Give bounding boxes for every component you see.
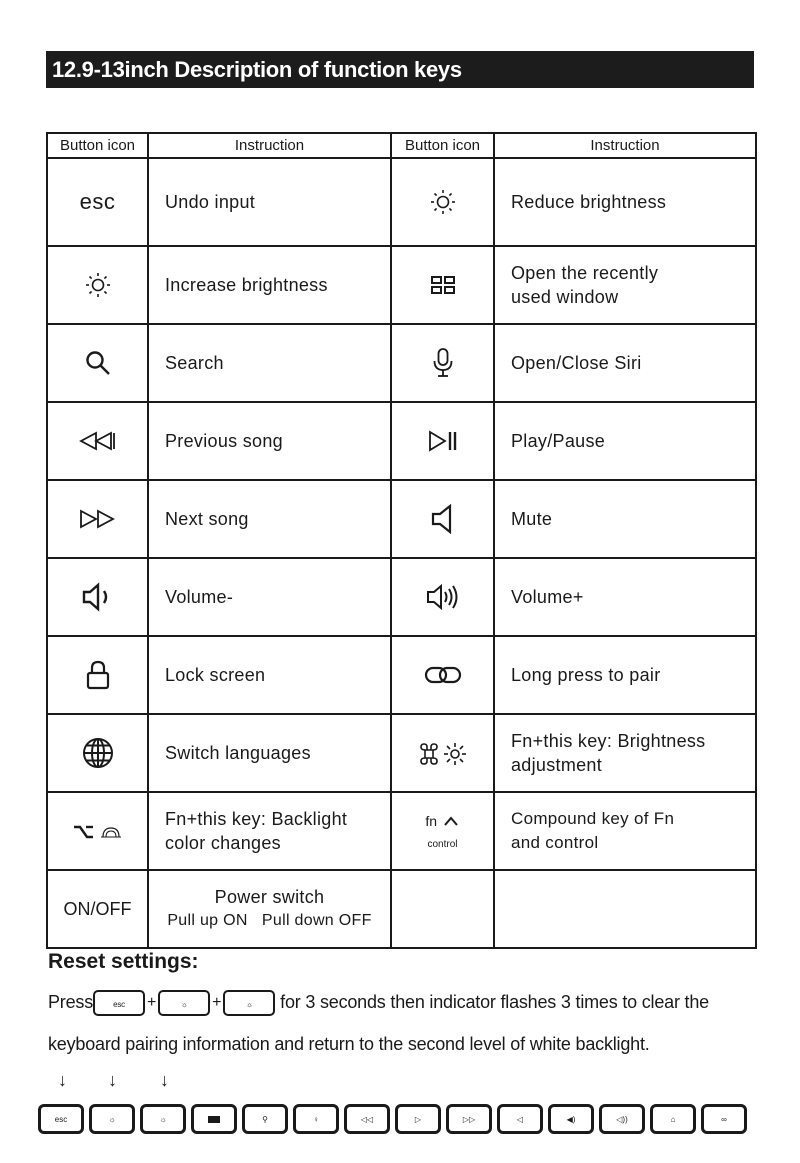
icon-cell (47, 324, 148, 402)
window-key (191, 1104, 237, 1134)
table-row (47, 636, 756, 714)
lock-key (650, 1104, 696, 1134)
next-key (446, 1104, 492, 1134)
window-grid-icon (430, 274, 456, 296)
icon-cell (391, 636, 494, 714)
esc-key-label: esc (79, 189, 116, 214)
control-key-label: control (427, 838, 458, 850)
instruction-cell: Previous song (148, 402, 391, 480)
icon-cell (391, 714, 494, 792)
icon-cell (391, 402, 494, 480)
down-arrow-icon: ↓ (58, 1070, 67, 1090)
option-backlight-icon (71, 820, 125, 842)
instruction-cell: Search (148, 324, 391, 402)
icon-cell (47, 158, 148, 246)
instruction-cell-empty (494, 870, 756, 948)
table-row (47, 402, 756, 480)
table-row (47, 792, 756, 870)
siri-key (293, 1104, 339, 1134)
instruction-cell (148, 870, 391, 948)
icon-cell (47, 246, 148, 324)
instruction-cell: Fn+this key: Backlight color changes (148, 792, 391, 870)
header-instruction: Instruction (494, 133, 756, 158)
volume-down-icon (81, 582, 115, 612)
play-pause-key (395, 1104, 441, 1134)
instruction-cell: Mute (494, 480, 756, 558)
plus-sign: + (212, 994, 222, 1011)
esc-key: esc (38, 1104, 84, 1134)
fast-forward-icon (78, 508, 118, 530)
caret-up-icon (442, 815, 460, 827)
play-pause-icon (427, 429, 459, 453)
brightness-down-key (89, 1104, 135, 1134)
brightness-keycap: ☼ (223, 990, 275, 1016)
icon-cell (391, 324, 494, 402)
table-row (47, 246, 756, 324)
brightness-keycap: ☼ (158, 990, 210, 1016)
volume-up-icon (425, 582, 461, 612)
instruction-cell: Next song (148, 480, 391, 558)
table-row (47, 558, 756, 636)
icon-cell (391, 480, 494, 558)
header-instruction: Instruction (148, 133, 391, 158)
icon-cell (47, 714, 148, 792)
table-row (47, 480, 756, 558)
play-pause-icon: ▷ (414, 1114, 422, 1124)
instruction-cell: Open the recently used window (494, 246, 756, 324)
table-header-row (47, 133, 756, 158)
icon-cell-empty (391, 870, 494, 948)
search-icon: ⚲ (262, 1114, 268, 1124)
sun-icon (84, 271, 112, 299)
instruction-cell: Undo input (148, 158, 391, 246)
table-row (47, 714, 756, 792)
instruction-cell: Fn+this key: Brightness adjustment (494, 714, 756, 792)
icon-cell (47, 558, 148, 636)
link-pair-icon: ∞ (721, 1114, 727, 1124)
reset-settings-title: Reset settings: (48, 950, 199, 973)
down-arrow-icon: ↓ (160, 1070, 169, 1090)
lock-icon: ⌂ (670, 1114, 676, 1124)
function-keys-table (46, 132, 757, 949)
icon-cell (47, 870, 148, 948)
link-pair-icon (423, 662, 463, 688)
lock-icon (85, 659, 111, 691)
instruction-cell: Play/Pause (494, 402, 756, 480)
icon-cell (47, 402, 148, 480)
instruction-cell: Volume- (148, 558, 391, 636)
icon-cell (391, 158, 494, 246)
down-arrow-icon: ↓ (108, 1070, 117, 1090)
mute-speaker-icon: ◁ (516, 1114, 524, 1124)
volume-up-icon: ◁)) (616, 1114, 628, 1124)
icon-cell (391, 792, 494, 870)
window-grid-icon (208, 1116, 220, 1123)
instruction-cell: Volume+ (494, 558, 756, 636)
mute-speaker-icon (430, 503, 456, 535)
reset-line1-text: for 3 seconds then indicator flashes 3 times to clear the (280, 991, 709, 1012)
icon-cell (47, 636, 148, 714)
microphone-icon: ♀ (313, 1114, 319, 1124)
fast-forward-icon: ▷▷ (462, 1114, 476, 1124)
table-row (47, 324, 756, 402)
instruction-cell: Lock screen (148, 636, 391, 714)
sun-icon: ☼ (159, 1114, 167, 1124)
icon-cell (47, 792, 148, 870)
volume-up-key (599, 1104, 645, 1134)
press-label: Press (48, 991, 94, 1012)
globe-icon (81, 736, 115, 770)
fn-key-label: fn (425, 812, 438, 829)
icon-cell (47, 480, 148, 558)
volume-down-key (548, 1104, 594, 1134)
previous-key (344, 1104, 390, 1134)
icon-cell (391, 558, 494, 636)
icon-cell (391, 246, 494, 324)
rewind-icon: ◁◁ (360, 1114, 374, 1124)
table-row (47, 870, 756, 948)
search-icon (83, 348, 113, 378)
instruction-cell: Open/Close Siri (494, 324, 756, 402)
plus-sign: + (147, 994, 157, 1011)
rewind-icon (79, 430, 117, 452)
power-switch-label: Power switch (214, 887, 325, 907)
table-row (47, 158, 756, 246)
power-switch-detail: Pull up ON Pull down OFF (167, 912, 372, 929)
sun-icon (429, 188, 457, 216)
volume-down-icon: ◀) (566, 1114, 576, 1124)
reset-instruction-line2: keyboard pairing information and return to the second level of white backlight. (48, 1034, 650, 1054)
keyboard-key-row (38, 1104, 747, 1134)
esc-keycap: esc (93, 990, 145, 1016)
header-button-icon: Button icon (391, 133, 494, 158)
sun-icon: ☼ (108, 1114, 116, 1124)
pair-key (701, 1104, 747, 1134)
microphone-icon (431, 347, 455, 379)
on-off-label: ON/OFF (63, 898, 132, 919)
instruction-cell: Increase brightness (148, 246, 391, 324)
instruction-cell: Switch languages (148, 714, 391, 792)
header-button-icon: Button icon (47, 133, 148, 158)
instruction-cell: Reduce brightness (494, 158, 756, 246)
instruction-cell: Long press to pair (494, 636, 756, 714)
brightness-up-key (140, 1104, 186, 1134)
reset-instruction-line1 (48, 990, 709, 1016)
instruction-cell: Compound key of Fn and control (494, 792, 756, 870)
command-brightness-icon (417, 740, 469, 766)
page-title: 12.9-13inch Description of function keys (46, 51, 754, 88)
mute-key (497, 1104, 543, 1134)
search-key (242, 1104, 288, 1134)
